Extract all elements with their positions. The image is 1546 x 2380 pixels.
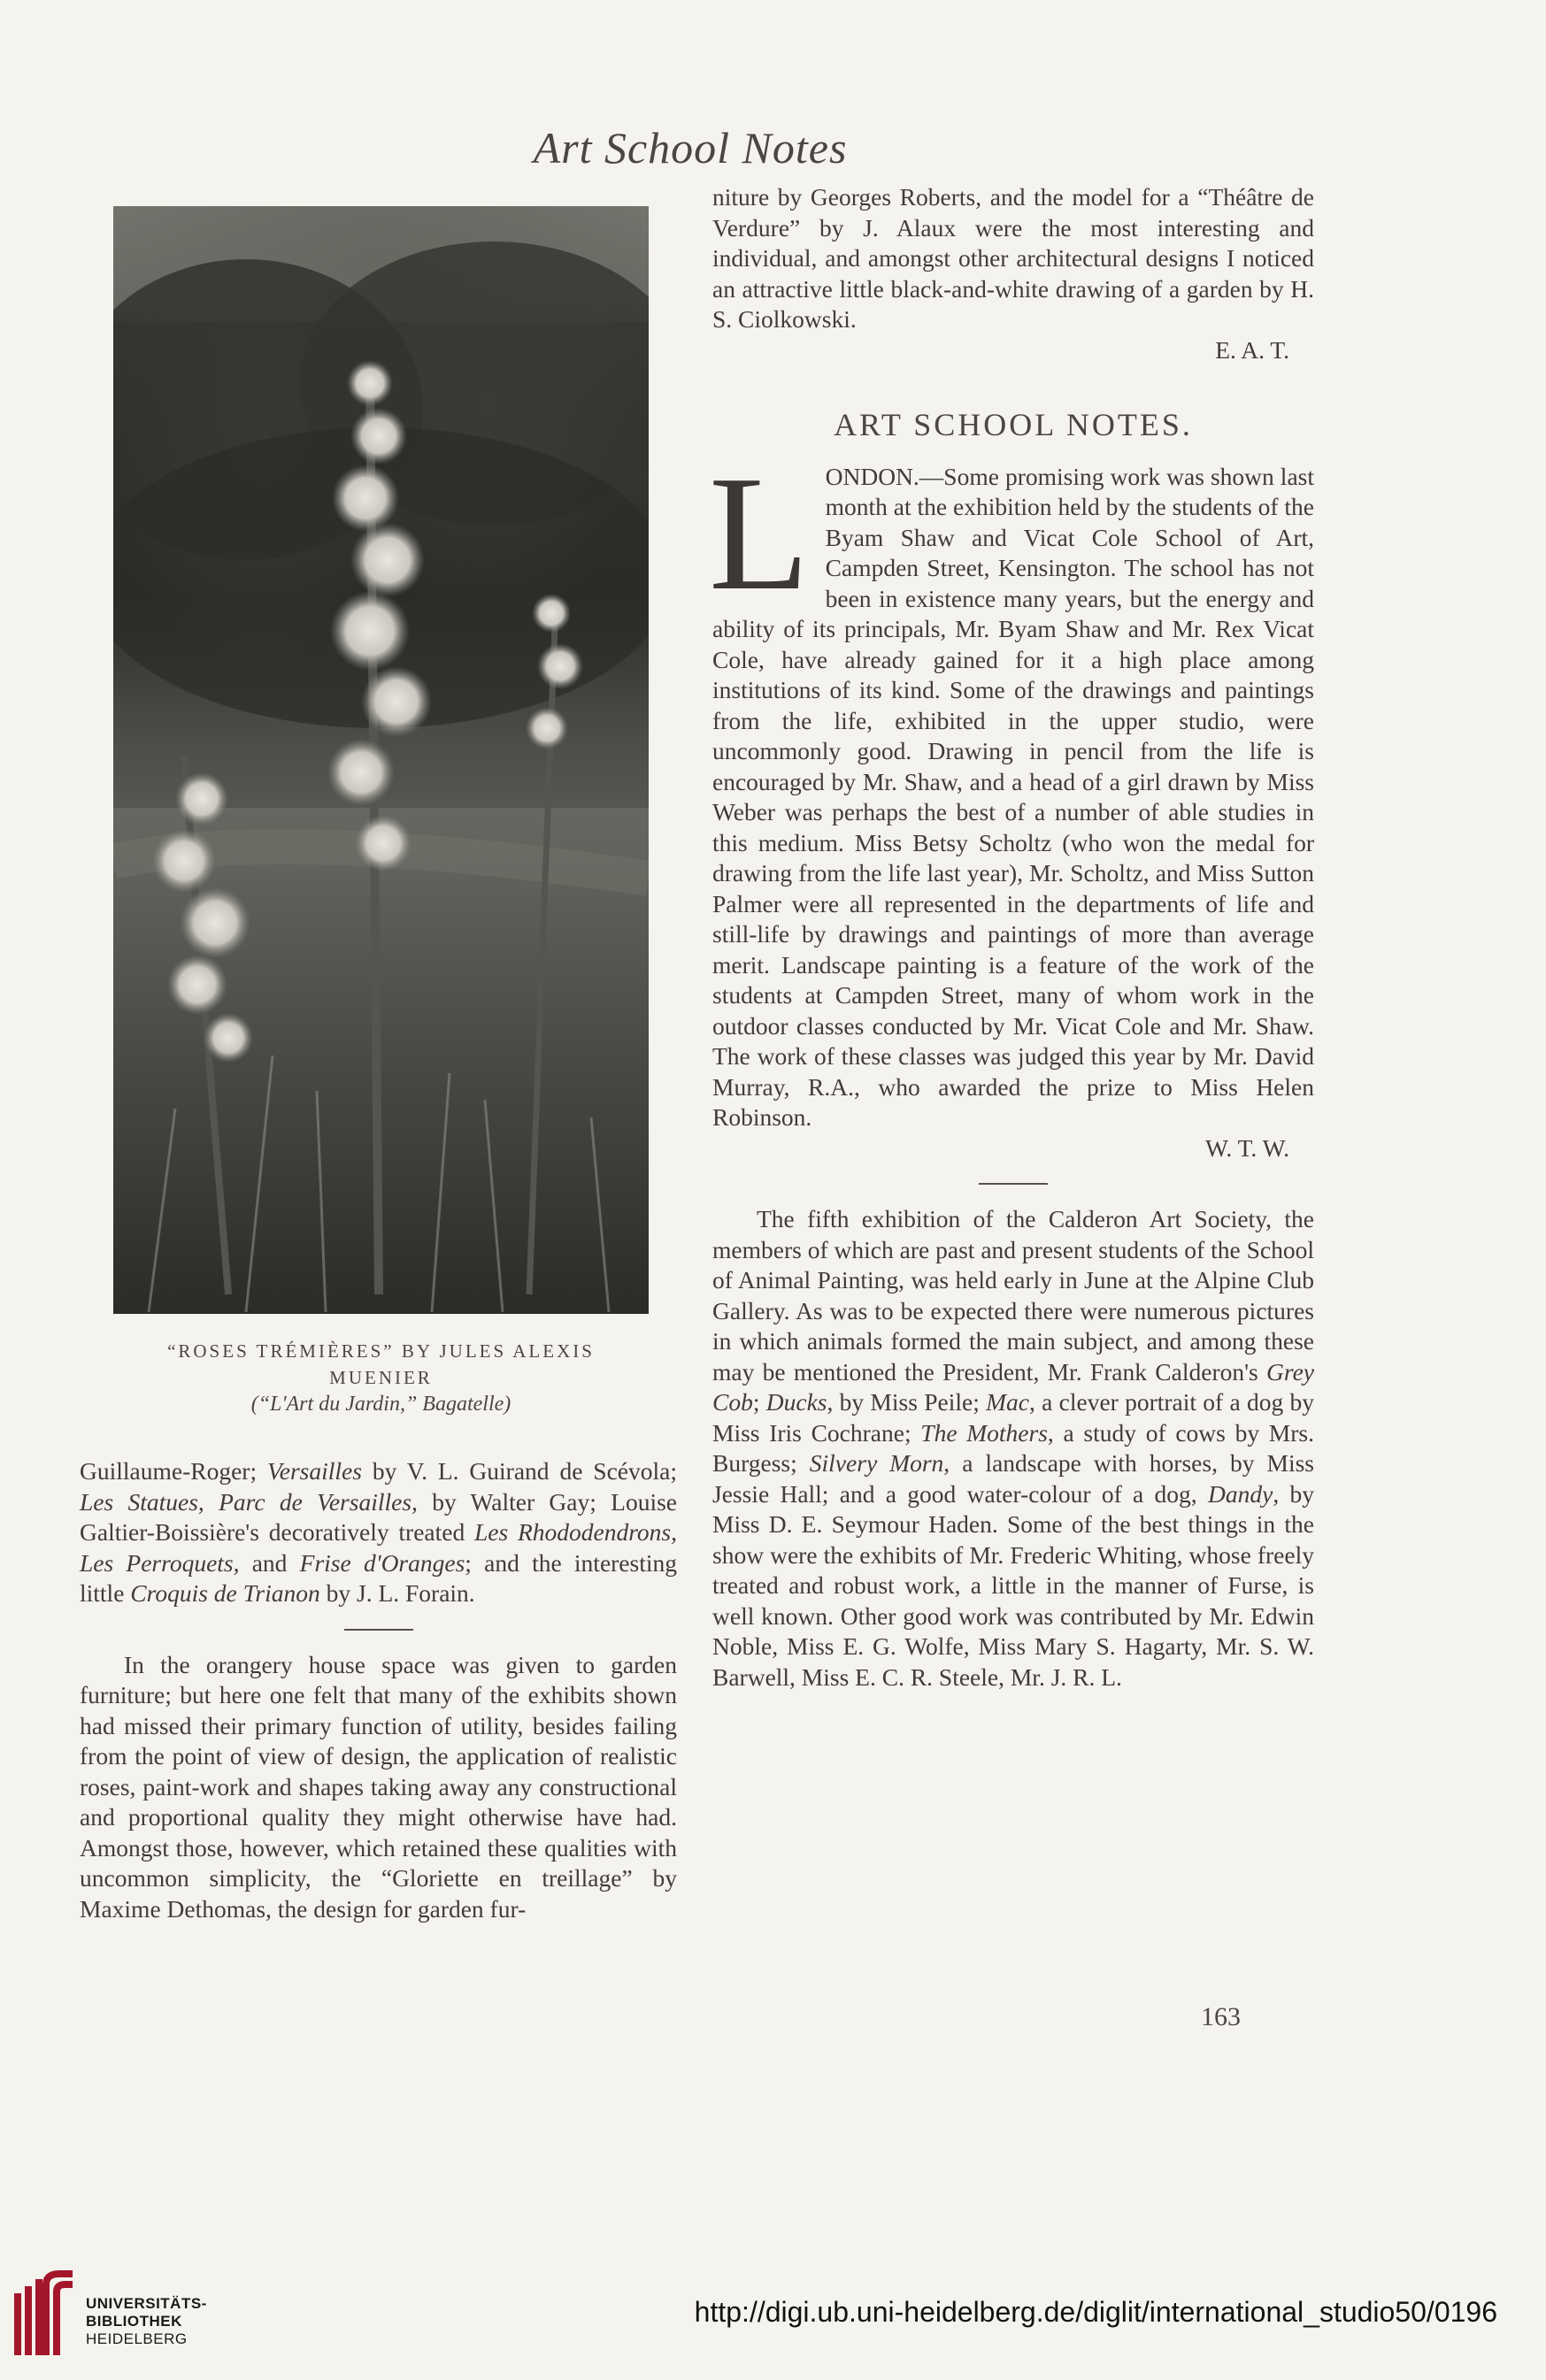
paragraph <box>80 1456 677 1609</box>
artwork-title: Dandy <box>1207 1479 1273 1508</box>
artwork-title: Les Rhododendrons, Les Perroquets, <box>80 1518 678 1577</box>
artwork-title: Mac <box>986 1388 1029 1416</box>
section-heading: ART SCHOOL NOTES. <box>834 407 1193 442</box>
text-run: The fifth exhibition of the Calderon Art Society, the members of which are past and present students of the School of Animal Painting, was held early in June at the Alpine Club Gallery. As was to be expected there were numerous pictures in which animals formed the main subject, and among these may be mentioned the President, Mr. Frank Calderon's <box>712 1205 1314 1386</box>
text-run: Guillaume-Roger; <box>80 1457 267 1485</box>
painting-illustration <box>113 206 649 1314</box>
text-run: by Walter Gay; Louise Galtier-Boissière's decoratively treated <box>80 1487 677 1546</box>
author-initials: E. A. T. <box>1215 335 1289 364</box>
library-name <box>86 2295 207 2348</box>
text-run: , a landscape with horses, by Miss Jessie Hall; and a good water-colour of a dog, <box>712 1449 1314 1508</box>
paragraph <box>709 441 1314 1133</box>
author-initials: W. T. W. <box>1204 1133 1289 1162</box>
text-run: , a study of cows by Mrs. Burgess; <box>712 1418 1314 1477</box>
artwork-title: Frise d'Oranges <box>299 1548 465 1577</box>
section-divider <box>344 1629 413 1631</box>
library-name-line: UNIVERSITÄTS- <box>86 2295 207 2312</box>
library-name-line: HEIDELBERG <box>86 2330 188 2347</box>
artwork-title: Les Statues, Parc de Versailles, <box>80 1487 418 1516</box>
artwork-title: Grey Cob <box>712 1357 1314 1416</box>
text-run: , by Miss Peile; <box>827 1388 987 1416</box>
artwork-title: The Mothers <box>920 1418 1048 1447</box>
right-column <box>709 182 1315 1693</box>
library-footer <box>0 2221 1546 2380</box>
library-name-line: BIBLIOTHEK <box>86 2313 182 2330</box>
source-url-link[interactable]: http://digi.ub.uni-heidelberg.de/diglit/international_studio50/0196 <box>694 2296 1497 2328</box>
university-library-logo-icon <box>11 2231 77 2364</box>
hollyhock-painting-image <box>113 206 649 1314</box>
text-run: and <box>239 1548 300 1577</box>
text-run: , a clever portrait of a dog by Miss Iris Cochrane; <box>712 1388 1315 1447</box>
text-run: by J. L. Forain. <box>319 1579 475 1607</box>
section-divider <box>979 1183 1048 1185</box>
running-head: Art School Notes <box>533 123 848 173</box>
page-number: 163 <box>1201 2002 1241 2031</box>
text-run: ONDON.—Some promising work was shown last month at the exhibition held by the students of the Byam Shaw and Vicat Cole School of Art, Campden Street, Kensington. The school has not been in existence many years, but the energy and ability of its principals, Mr. Byam Shaw and Mr. Rex Vicat Cole, have already gained for it a high place among institutions of its kind. Some of the drawings and paintings from the life, exhibited in the upper studio, were uncommonly good. Drawing in pencil from the life is encouraged by Mr. Shaw, and a head of a girl drawn by Miss Weber was perhaps the best of a number of able studies in this medium. Miss Betsy Scholtz (who won the medal for drawing from the life last year), Mr. Scholtz, and Miss Sutton Palmer were all represented in the departments of life and still-life by drawings and paintings of more than average merit. Landscape painting is a feature of the work of the students at Campden Street, many of whom work in the outdoor classes conducted by Mr. Vicat Cole and Mr. Shaw. The work of these classes was judged this year by Mr. David Murray, R.A., who awarded the prize to Miss Helen Robinson. <box>712 462 1314 1131</box>
text-run: , by Miss D. E. Seymour Haden. Some of the best things in the show were the exhibits of Mr. Frederic Whiting, whose freely treated and robust work, a little in the manner of Furse, is well known. Other good work was contributed by Mr. Edwin Noble, Miss E. G. Wolfe, Miss Mary S. Hagarty, Mr. S. W. Barwell, Miss E. C. R. Steele, Mr. J. R. L. <box>712 1479 1314 1691</box>
artwork-title: Croquis de Trianon <box>130 1579 320 1607</box>
artwork-title: Silvery Morn <box>809 1449 944 1477</box>
text-run: ; <box>752 1388 766 1416</box>
paragraph <box>712 1204 1314 1693</box>
figure-caption <box>113 1338 649 1417</box>
artwork-title: Ducks <box>765 1388 827 1416</box>
left-column <box>80 1456 677 1924</box>
paragraph: In the orangery house space was given to garden furniture; but here one felt that many of the exhibits shown had missed their primary function of utility, besides failing from the point of view of design, the application of realistic roses, paint-work and shapes taking away any constructional and proportional quality they might otherwise have had. Amongst those, however, which retained these qualities with uncommon simplicity, the “Gloriette en treillage” by Maxime Dethomas, the design for garden fur- <box>80 1650 677 1923</box>
text-run: ; and the interesting little <box>80 1548 677 1607</box>
caption-title: “ROSES TRÉMIÈRES” BY JULES ALEXIS MUENIER <box>167 1340 595 1388</box>
caption-source: (“L'Art du Jardin,” Bagatelle) <box>250 1393 511 1416</box>
text-run: by V. L. Guirand de Scévola; <box>361 1457 677 1485</box>
artwork-title: Versailles <box>267 1457 362 1485</box>
drop-cap: L <box>709 441 810 625</box>
paragraph: niture by Georges Roberts, and the model for a “Théâtre de Verdure” by J. Alaux were the most interesting and individual, and amongst other architectural designs I noticed an attractive little black-and-white drawing of a garden by H. S. Ciolkowski. <box>712 183 1314 333</box>
